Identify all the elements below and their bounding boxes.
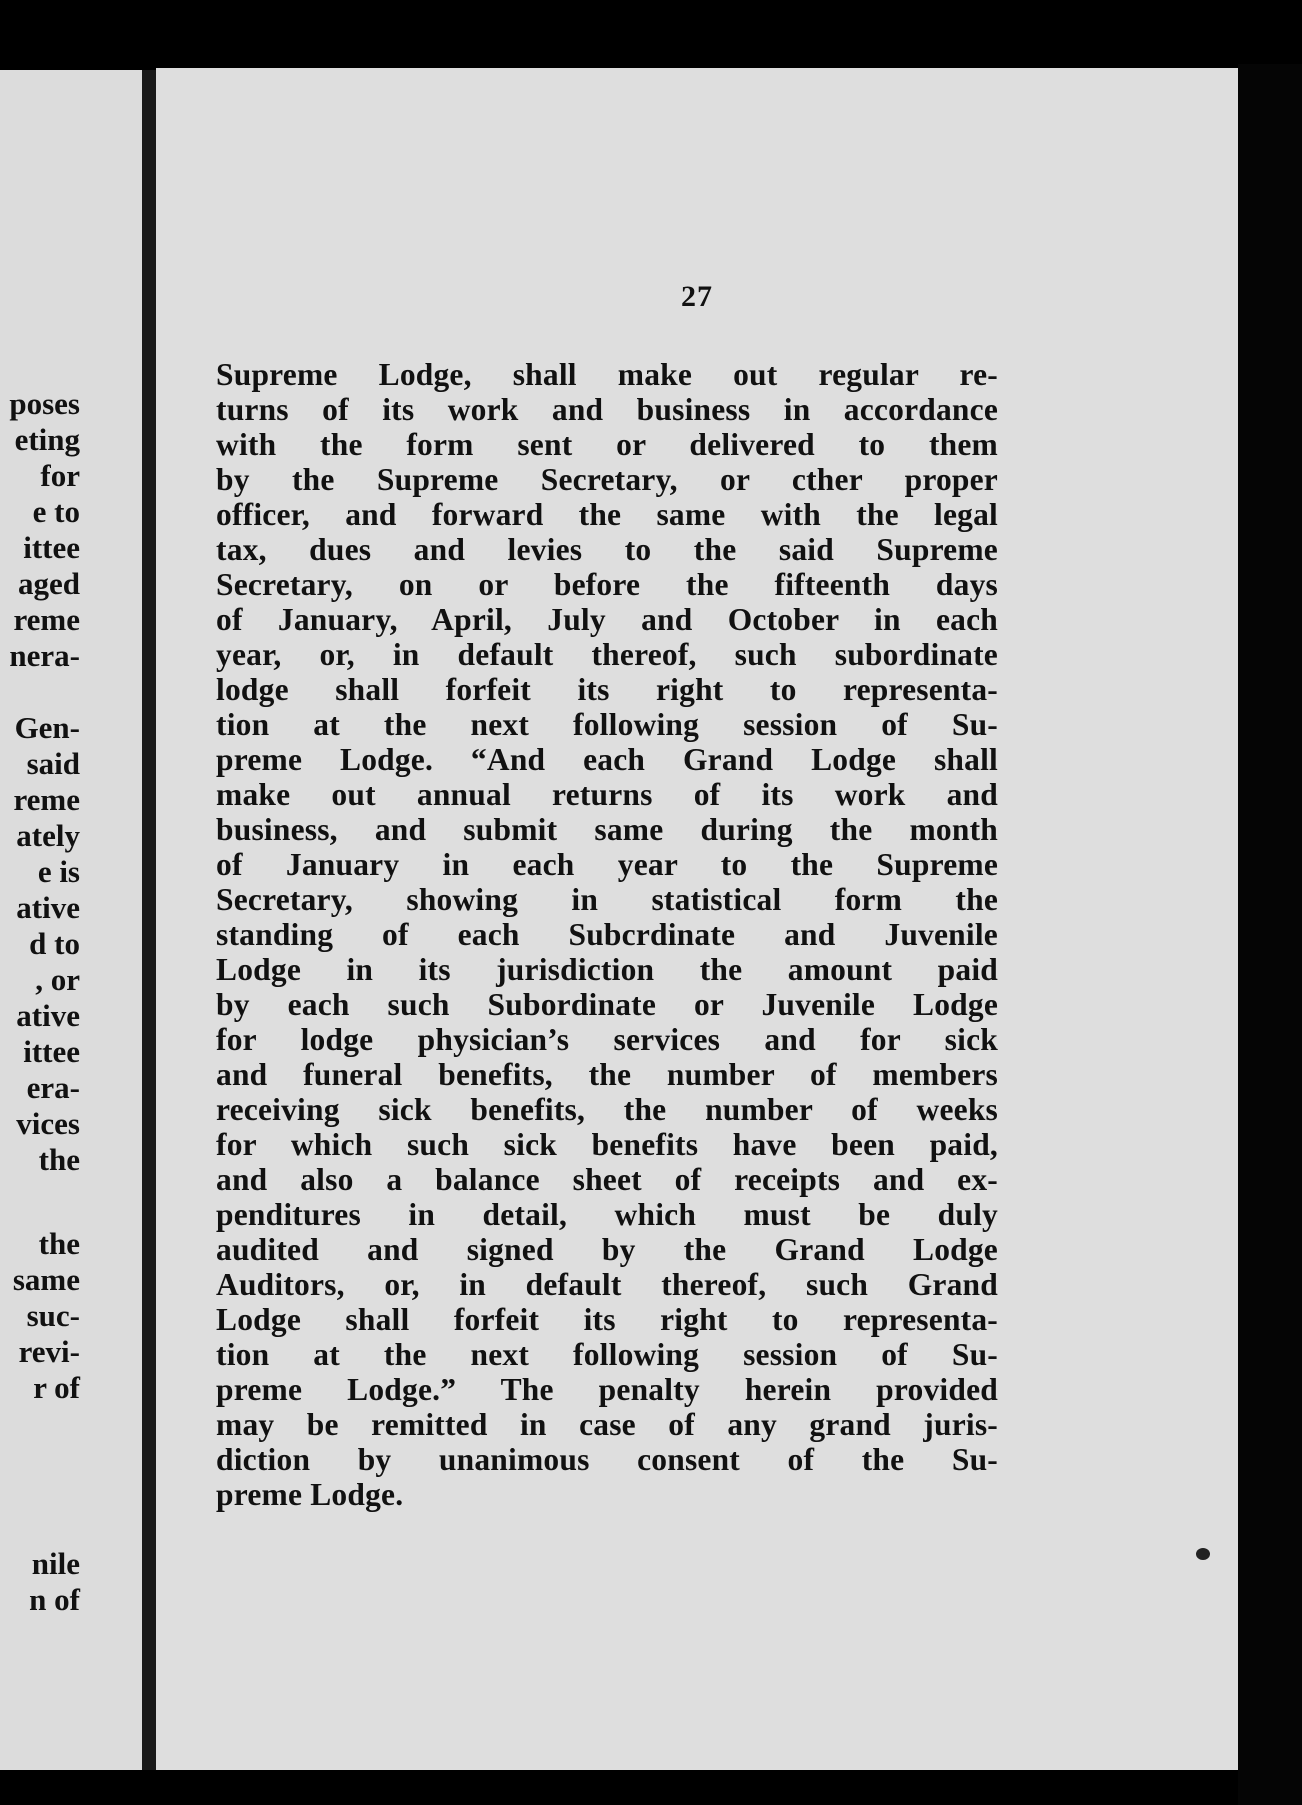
left-fragment: reme (13, 602, 80, 637)
left-fragment: suc- (26, 1298, 80, 1333)
body-line: business, and submit same during the month (216, 812, 998, 847)
left-fragment: aged (18, 566, 80, 601)
left-fragment: d to (29, 926, 80, 961)
body-line: Auditors, or, in default thereof, such Grand (216, 1267, 998, 1302)
left-fragment: era- (26, 1070, 80, 1105)
body-line: for which such sick benefits have been paid, (216, 1127, 998, 1162)
body-line: lodge shall forfeit its right to representa- (216, 672, 998, 707)
body-line: for lodge physician’s services and for sick (216, 1022, 998, 1057)
body-line: preme Lodge. “And each Grand Lodge shall (216, 742, 998, 777)
left-fragment: revi- (18, 1334, 80, 1369)
body-line: officer, and forward the same with the legal (216, 497, 998, 532)
body-line: turns of its work and business in accordance (216, 392, 998, 427)
left-fragment: reme (13, 782, 80, 817)
body-line: and also a balance sheet of receipts and ex- (216, 1162, 998, 1197)
left-fragment: ately (16, 818, 80, 853)
body-line: penditures in detail, which must be duly (216, 1197, 998, 1232)
left-fragment: ative (16, 998, 80, 1033)
body-line: preme Lodge. (216, 1477, 404, 1512)
left-fragment: ittee (23, 1034, 80, 1069)
left-fragment: nera- (9, 638, 80, 673)
book-gutter (142, 70, 156, 1770)
body-line: Secretary, on or before the fifteenth days (216, 567, 998, 602)
left-fragment: e is (37, 854, 80, 889)
left-fragment: the (38, 1142, 80, 1177)
left-fragment: n of (29, 1582, 80, 1617)
left-fragment: e to (32, 494, 80, 529)
body-line: tion at the next following session of Su- (216, 1337, 998, 1372)
body-line: Lodge shall forfeit its right to representa- (216, 1302, 998, 1337)
body-line: receiving sick benefits, the number of weeks (216, 1092, 998, 1127)
scan-border (1238, 64, 1302, 1805)
left-fragment: poses (9, 386, 80, 421)
left-fragment: ittee (23, 530, 80, 565)
body-line: Secretary, showing in statistical form the (216, 882, 998, 917)
left-fragment: vices (16, 1106, 80, 1141)
body-line: tax, dues and levies to the said Supreme (216, 532, 998, 567)
body-line: year, or, in default thereof, such subordinate (216, 637, 998, 672)
left-fragment: for (40, 458, 80, 493)
body-line: audited and signed by the Grand Lodge (216, 1232, 998, 1267)
left-fragment: ative (16, 890, 80, 925)
body-line: tion at the next following session of Su- (216, 707, 998, 742)
left-fragment: r of (33, 1370, 80, 1405)
body-line: make out annual returns of its work and (216, 777, 998, 812)
left-fragment: the (38, 1226, 80, 1261)
left-fragment: , or (35, 962, 80, 997)
left-fragment: same (12, 1262, 80, 1297)
left-fragment: said (26, 746, 80, 781)
right-page (156, 68, 1238, 1770)
body-line: diction by unanimous consent of the Su- (216, 1442, 998, 1477)
left-fragment: Gen- (14, 710, 80, 745)
body-line: Supreme Lodge, shall make out regular re- (216, 357, 998, 392)
body-line: with the form sent or delivered to them (216, 427, 998, 462)
left-fragment: nile (31, 1546, 80, 1581)
body-line: and funeral benefits, the number of members (216, 1057, 998, 1092)
body-line: of January, April, July and October in each (216, 602, 998, 637)
body-line: may be remitted in case of any grand juris- (216, 1407, 998, 1442)
body-line: preme Lodge.” The penalty herein provided (216, 1372, 998, 1407)
body-line: of January in each year to the Supreme (216, 847, 998, 882)
body-line: by each such Subordinate or Juvenile Lodge (216, 987, 998, 1022)
body-line: standing of each Subcrdinate and Juvenile (216, 917, 998, 952)
ink-speck (1196, 1548, 1210, 1560)
left-page-edge (0, 70, 142, 1770)
left-fragment: eting (14, 422, 80, 457)
body-line: Lodge in its jurisdiction the amount paid (216, 952, 998, 987)
page-number: 27 (681, 280, 713, 313)
body-line: by the Supreme Secretary, or cther proper (216, 462, 998, 497)
